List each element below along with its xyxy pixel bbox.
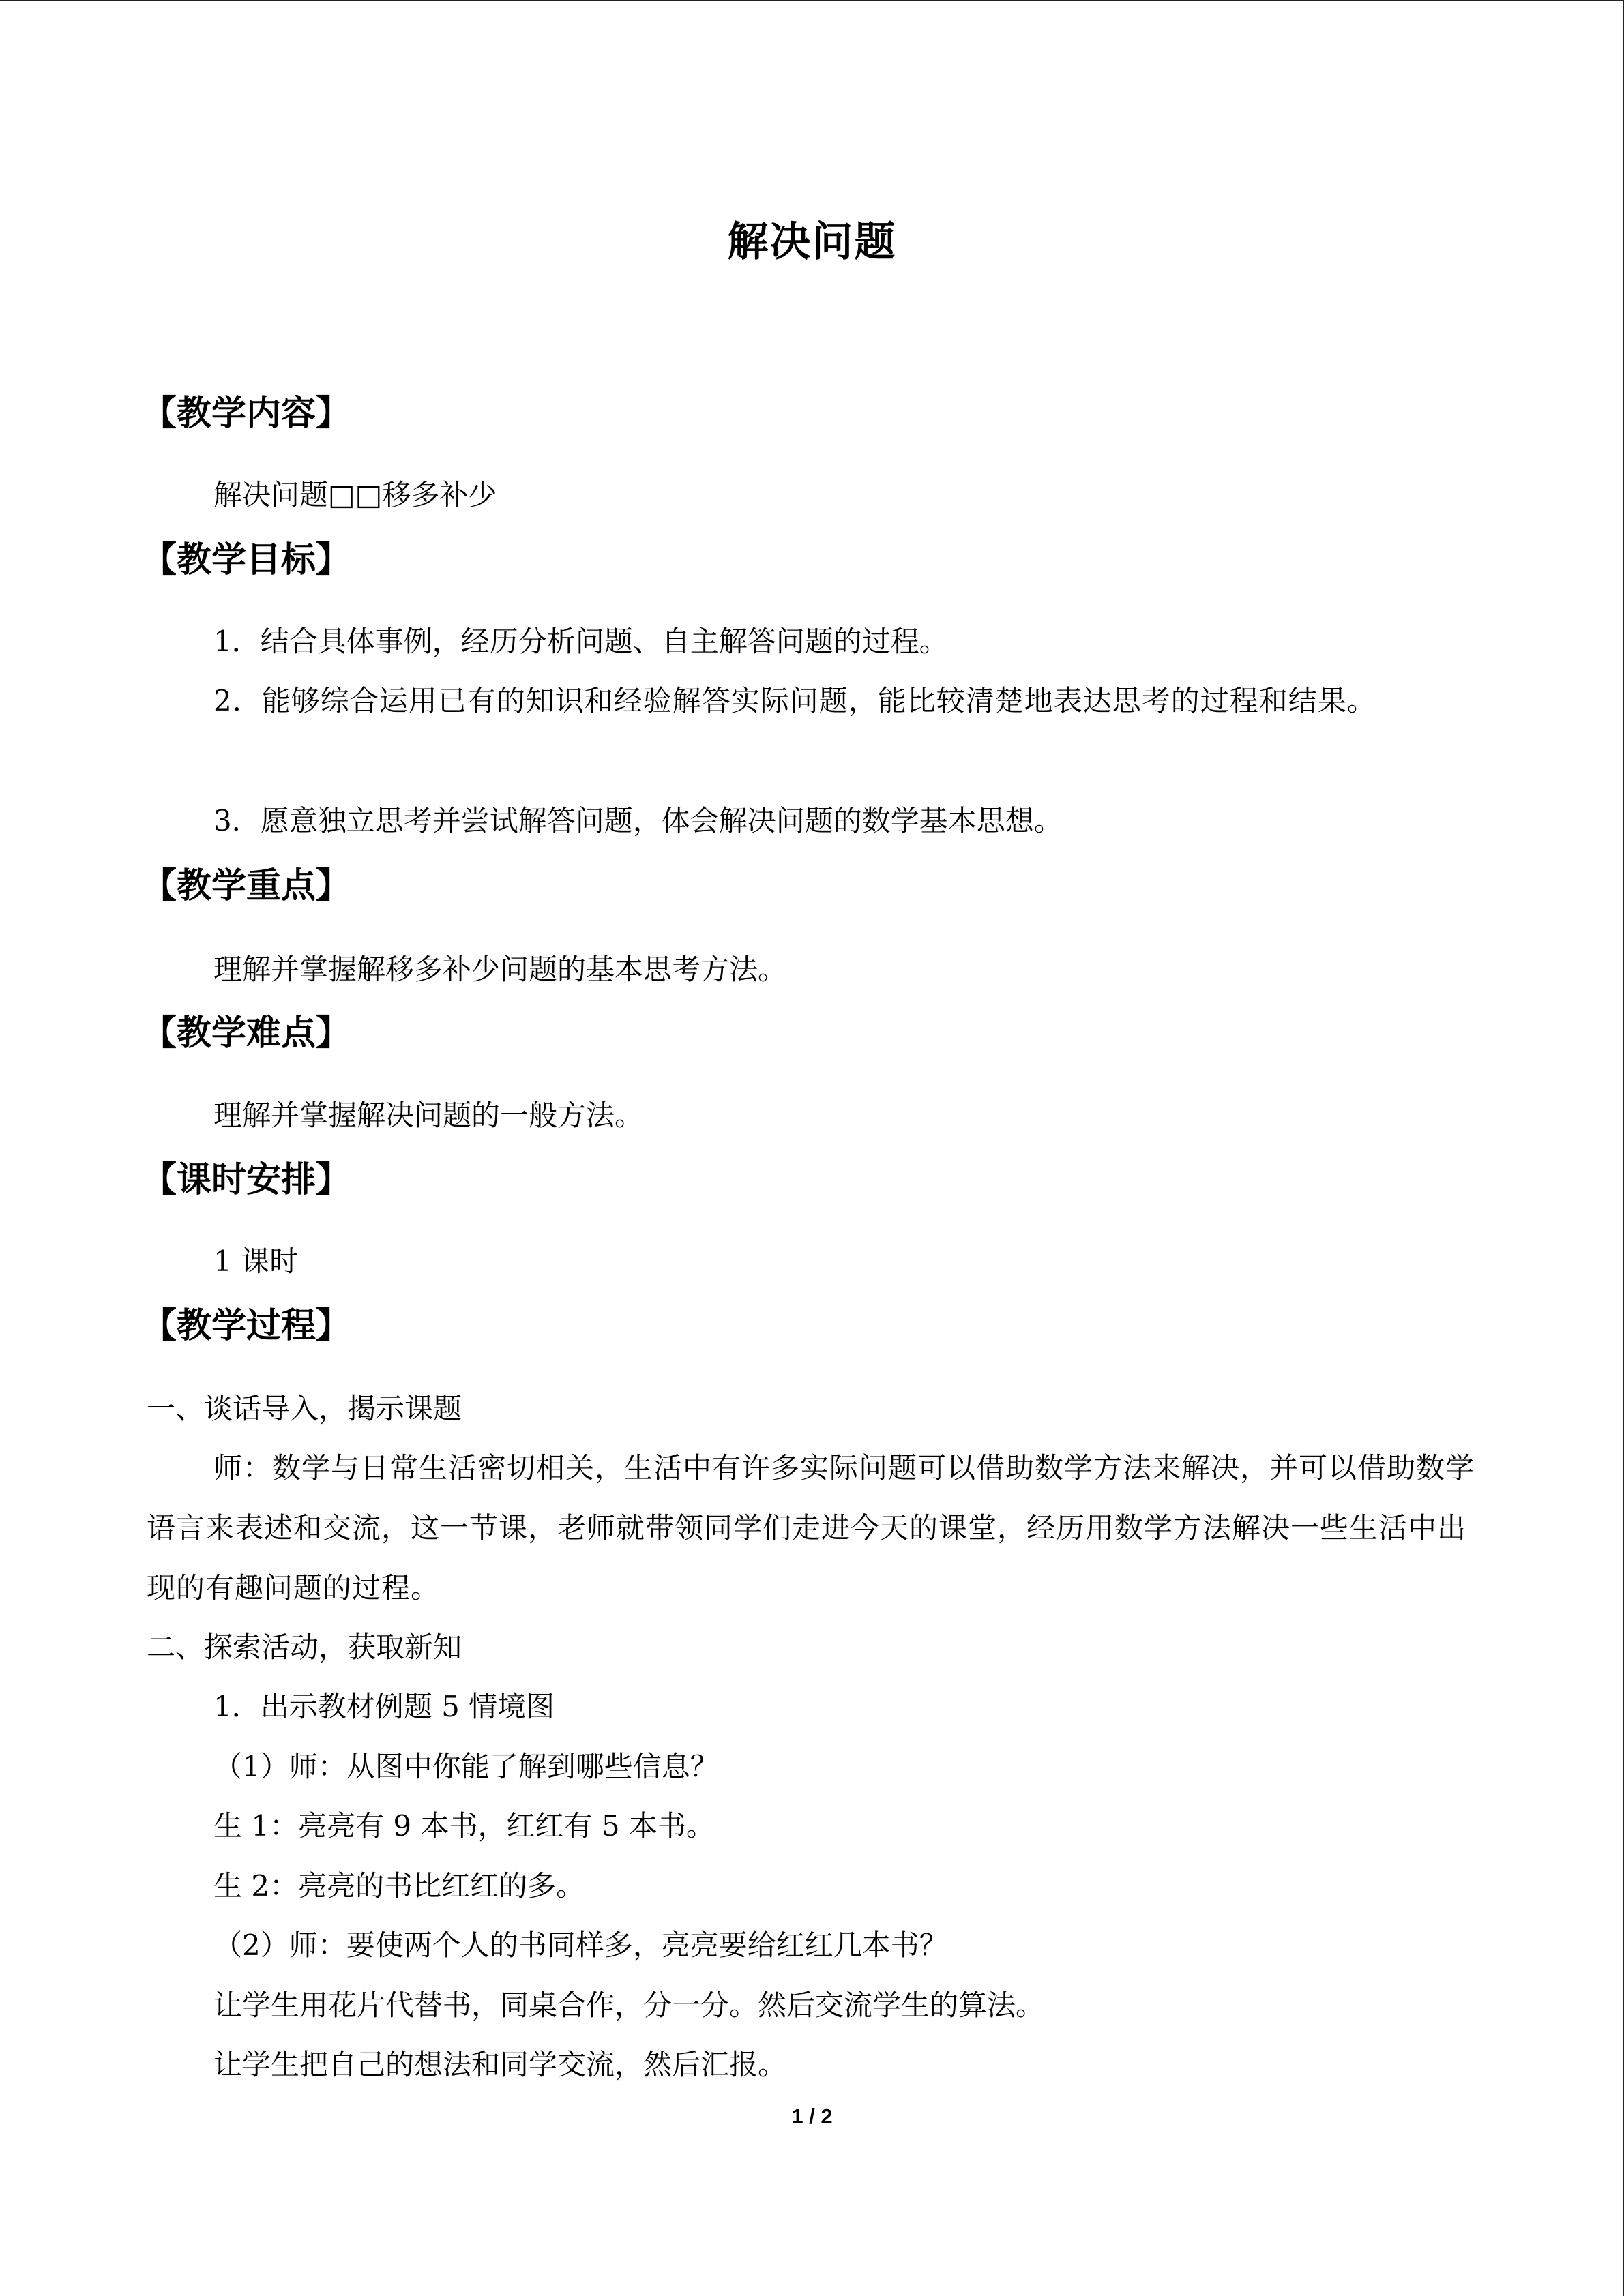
section-heading-schedule: 【课时安排】 (142, 1160, 351, 1200)
process-line-3: 生 1：亮亮有 9 本书，红红有 5 本书。 (213, 1809, 715, 1843)
goal-item-3: 3．愿意独立思考并尝试解答问题，体会解决问题的数学基本思想。 (213, 804, 1063, 837)
key-point-text: 理解并掌握解移多补少问题的基本思考方法。 (213, 953, 787, 986)
goal-item-1: 1．结合具体事例，经历分析问题、自主解答问题的过程。 (213, 625, 948, 658)
process-part1-text: 师：数学与日常生活密切相关，生活中有许多实际问题可以借助数学方法来解决，并可以借助数学语言来表述和交流，这一节课，老师就带领同学们走进今天的课堂，经历用数学方法解决一些生活中出现的有趣问题的过程。 (147, 1451, 1475, 1605)
page-title: 解决问题 (727, 218, 897, 266)
difficulty-text: 理解并掌握解决问题的一般方法。 (213, 1099, 644, 1132)
process-part2-title: 二、探索活动，获取新知 (147, 1630, 462, 1664)
process-line-5: （2）师：要使两个人的书同样多，亮亮要给红红几本书？ (213, 1928, 948, 1962)
section-heading-content: 【教学内容】 (142, 393, 351, 434)
process-line-6: 让学生用花片代替书，同桌合作，分一分。然后交流学生的算法。 (213, 1988, 1045, 2022)
section-heading-key-point: 【教学重点】 (142, 866, 351, 906)
section-heading-process: 【教学过程】 (142, 1306, 351, 1346)
section-heading-difficulty: 【教学难点】 (142, 1013, 351, 1054)
content-text: 解决问题□□移多补少 (213, 478, 497, 511)
process-line-7: 让学生把自己的想法和同学交流，然后汇报。 (213, 2048, 787, 2081)
section-heading-goals: 【教学目标】 (142, 540, 351, 580)
goal-item-2: 2．能够综合运用已有的知识和经验解答实际问题，能比较清楚地表达思考的过程和结果。 (213, 684, 1376, 717)
page-number: 1 / 2 (791, 2104, 833, 2128)
schedule-text: 1 课时 (213, 1244, 299, 1278)
process-line-2: （1）师：从图中你能了解到哪些信息？ (213, 1750, 719, 1783)
process-part1-title: 一、谈话导入，揭示课题 (147, 1392, 462, 1425)
process-line-4: 生 2：亮亮的书比红红的多。 (213, 1869, 585, 1903)
process-line-1: 1．出示教材例题 5 情境图 (213, 1690, 555, 1723)
